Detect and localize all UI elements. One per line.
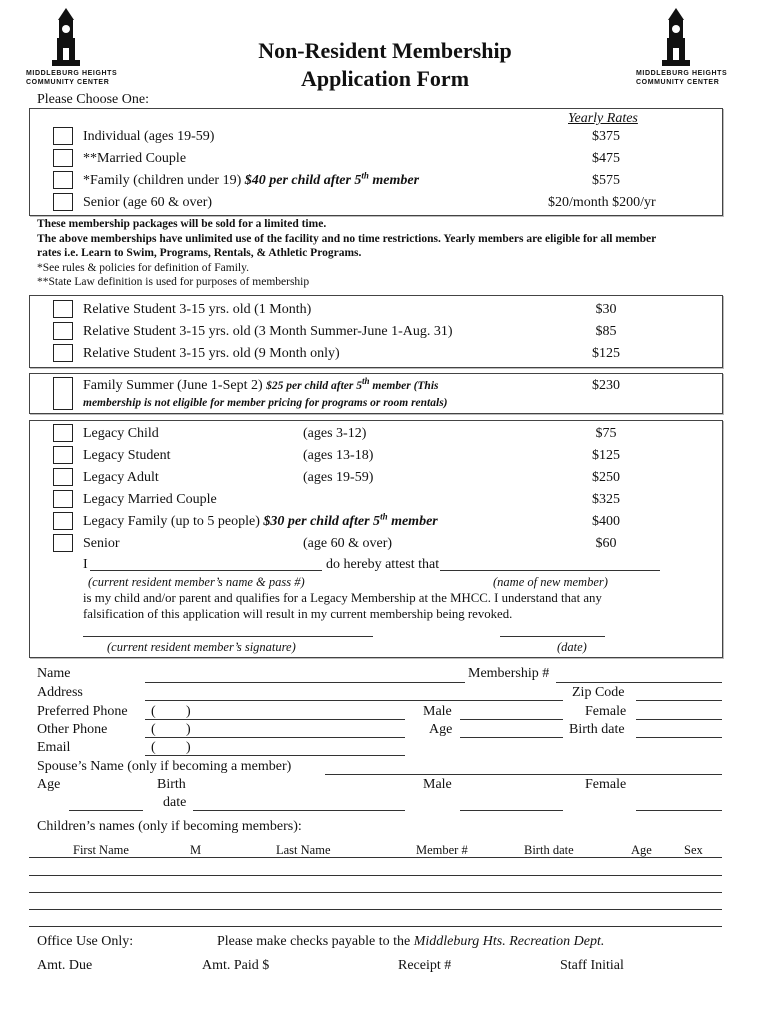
- amt-due-label: Amt. Due: [37, 958, 93, 973]
- legacy-label: Legacy Student: [83, 448, 171, 463]
- spouse-date-label: date: [163, 795, 187, 810]
- legacy-ages: (age 60 & over): [303, 536, 393, 551]
- family-bonus: $40 per child after 5th member: [244, 170, 420, 188]
- yearly-price: $375: [592, 129, 620, 144]
- legacy-ages: (ages 3-12): [303, 426, 367, 441]
- checkbox-individual[interactable]: [53, 127, 73, 145]
- child-row-2[interactable]: [29, 892, 722, 893]
- yearly-label: Individual (ages 19-59): [83, 129, 215, 144]
- legacy-price: $60: [595, 536, 617, 551]
- checkbox-student-1mo[interactable]: [53, 300, 73, 318]
- checkbox-legacy-family[interactable]: [53, 512, 73, 530]
- preferred-phone-label: Preferred Phone: [37, 704, 128, 719]
- student-label: Relative Student 3-15 yrs. old (1 Month): [83, 302, 312, 317]
- checkbox-legacy-student[interactable]: [53, 446, 73, 464]
- note-state-law: **State Law definition is used for purposes of membership: [37, 276, 310, 288]
- receipt-label: Receipt #: [398, 958, 452, 973]
- male-label: Male: [423, 704, 452, 719]
- attest-body-2: falsification of this application will result in my current membership being revoked.: [83, 607, 513, 621]
- logo-line2: COMMUNITY CENTER: [26, 79, 110, 86]
- paren-close: ): [186, 740, 191, 755]
- choose-label: Please Choose One:: [37, 92, 149, 107]
- new-member-field[interactable]: [440, 570, 660, 571]
- checks-payee: Middleburg Hts. Recreation Dept.: [413, 934, 605, 949]
- zip-field[interactable]: [636, 700, 722, 701]
- spouse-female-field[interactable]: [636, 810, 722, 811]
- paren-close: ): [186, 704, 191, 719]
- yearly-label: Senior (age 60 & over): [83, 195, 213, 210]
- clock-tower-icon: [662, 8, 690, 66]
- membership-label: Membership #: [468, 666, 550, 681]
- legacy-label: Legacy Child: [83, 426, 159, 441]
- name-label: Name: [37, 666, 71, 681]
- signature-field[interactable]: [83, 636, 373, 637]
- col-age: Age: [631, 843, 652, 857]
- legacy-ages: (ages 13-18): [303, 448, 374, 463]
- age-label: Age: [429, 722, 453, 737]
- preferred-phone-field[interactable]: [145, 719, 405, 720]
- attest-body-1: is my child and/or parent and qualifies for a Legacy Membership at the MHCC. I understand that any: [83, 591, 602, 605]
- page-title-line2: Application Form: [300, 66, 470, 91]
- logo-right: [636, 8, 728, 90]
- yearly-price: $475: [592, 151, 620, 166]
- checkbox-legacy-child[interactable]: [53, 424, 73, 442]
- checkbox-legacy-senior[interactable]: [53, 534, 73, 552]
- legacy-price: $250: [592, 470, 620, 485]
- page-title-line1: Non-Resident Membership: [258, 38, 512, 63]
- yearly-price: $575: [592, 173, 620, 188]
- checkbox-family[interactable]: [53, 171, 73, 189]
- spouse-age-field[interactable]: [69, 810, 143, 811]
- address-field[interactable]: [145, 700, 563, 701]
- summer-price: $230: [592, 378, 620, 393]
- signature-date-field[interactable]: [500, 636, 605, 637]
- col-first-name: First Name: [73, 843, 129, 857]
- other-phone-field[interactable]: [145, 737, 405, 738]
- child-row-4[interactable]: [29, 926, 722, 927]
- logo-line1: MIDDLEBURG HEIGHTS: [636, 70, 728, 77]
- legacy-ages: (ages 19-59): [303, 470, 374, 485]
- summer-label: Family Summer (June 1-Sept 2) $25 per child after 5th member (This: [83, 376, 439, 393]
- checkbox-legacy-married[interactable]: [53, 490, 73, 508]
- note-family-def: *See rules & policies for definition of Family.: [37, 262, 249, 274]
- legacy-label: Senior: [83, 536, 120, 551]
- legacy-label: Legacy Married Couple: [83, 492, 217, 507]
- col-sex: Sex: [684, 843, 703, 857]
- child-row-3[interactable]: [29, 909, 722, 910]
- caption-member-name: (current resident member’s name & pass #): [88, 575, 305, 589]
- legacy-price: $75: [595, 426, 617, 441]
- legacy-label: Legacy Family (up to 5 people) $30 per child after 5th member: [83, 511, 438, 529]
- attest-i: I: [83, 557, 88, 572]
- caption-signature: (current resident member’s signature): [107, 640, 296, 654]
- note-rates: rates i.e. Learn to Swim, Programs, Rentals, & Athletic Programs.: [37, 247, 362, 259]
- logo-left: [26, 8, 118, 90]
- spouse-male-field[interactable]: [460, 810, 563, 811]
- paren-open: (: [151, 722, 156, 737]
- children-label: Children’s names (only if becoming members):: [37, 819, 302, 834]
- member-name-field[interactable]: [90, 570, 322, 571]
- spouse-label: Spouse’s Name (only if becoming a member): [37, 759, 292, 774]
- paren-close: ): [186, 722, 191, 737]
- checkbox-senior[interactable]: [53, 193, 73, 211]
- staff-initial-label: Staff Initial: [560, 958, 624, 973]
- col-last-name: Last Name: [276, 843, 331, 857]
- male-field[interactable]: [460, 719, 563, 720]
- birth-date-label: Birth date: [569, 722, 625, 737]
- note-limited: These membership packages will be sold for a limited time.: [37, 218, 327, 230]
- col-birth-date: Birth date: [524, 843, 574, 857]
- student-price: $85: [595, 324, 617, 339]
- student-price: $125: [592, 346, 620, 361]
- zip-label: Zip Code: [572, 685, 625, 700]
- birth-date-field[interactable]: [636, 737, 722, 738]
- paren-open: (: [151, 704, 156, 719]
- legacy-label: Legacy Adult: [83, 470, 159, 485]
- female-field[interactable]: [636, 719, 722, 720]
- checkbox-family-summer[interactable]: [53, 377, 73, 410]
- checkbox-student-9mo[interactable]: [53, 344, 73, 362]
- legacy-price: $325: [592, 492, 620, 507]
- col-middle: M: [190, 843, 202, 857]
- name-field[interactable]: [145, 682, 465, 683]
- email-field[interactable]: [145, 755, 405, 756]
- female-label: Female: [585, 704, 627, 719]
- children-header-rule: [29, 857, 722, 858]
- summer-note: membership is not eligible for member pricing for programs or room rentals): [83, 397, 448, 409]
- amt-paid-label: Amt. Paid $: [202, 958, 270, 973]
- paren-open: (: [151, 740, 156, 755]
- student-price: $30: [595, 302, 617, 317]
- checks-note: Please make checks payable to the Middleburg Hts. Recreation Dept.: [217, 934, 605, 949]
- student-label: Relative Student 3-15 yrs. old (9 Month only): [83, 346, 340, 361]
- spouse-birth-date-field[interactable]: [193, 810, 405, 811]
- clock-tower-icon: [52, 8, 80, 66]
- email-label: Email: [37, 740, 71, 755]
- note-unlimited: The above memberships have unlimited use of the facility and no time restrictions. Yearly members are eligible for all member: [37, 233, 657, 245]
- attest-mid: do hereby attest that: [326, 557, 440, 572]
- yearly-label: [83, 170, 420, 189]
- yearly-label: **Married Couple: [83, 151, 187, 166]
- logo-line1: MIDDLEBURG HEIGHTS: [26, 70, 118, 77]
- spouse-female-label: Female: [585, 777, 627, 792]
- legacy-price: $125: [592, 448, 620, 463]
- other-phone-label: Other Phone: [37, 722, 108, 737]
- membership-field[interactable]: [556, 682, 722, 683]
- legacy-family-bonus: $30 per child after 5th member: [263, 511, 438, 529]
- office-use-label: Office Use Only:: [37, 934, 134, 949]
- child-row-1[interactable]: [29, 875, 722, 876]
- yearly-price: $20/month $200/yr: [548, 195, 656, 210]
- summer-bonus: $25 per child after 5th member (This: [266, 376, 439, 392]
- caption-date: (date): [557, 640, 587, 654]
- age-field[interactable]: [460, 737, 563, 738]
- checkbox-legacy-adult[interactable]: [53, 468, 73, 486]
- spouse-male-label: Male: [423, 777, 452, 792]
- address-label: Address: [37, 685, 83, 700]
- family-label: *Family (children under 19): [83, 173, 242, 188]
- legacy-price: $400: [592, 514, 620, 529]
- spouse-age-label: Age: [37, 777, 61, 792]
- logo-line2: COMMUNITY CENTER: [636, 79, 720, 86]
- spouse-name-field[interactable]: [325, 774, 722, 775]
- checkbox-married-couple[interactable]: [53, 149, 73, 167]
- spouse-birth-label: Birth: [157, 777, 186, 792]
- yearly-rates-header: Yearly Rates: [568, 111, 638, 126]
- col-member: Member #: [416, 843, 468, 857]
- checkbox-student-3mo[interactable]: [53, 322, 73, 340]
- caption-new-member: (name of new member): [493, 575, 608, 589]
- student-label: Relative Student 3-15 yrs. old (3 Month Summer-June 1-Aug. 31): [83, 324, 453, 339]
